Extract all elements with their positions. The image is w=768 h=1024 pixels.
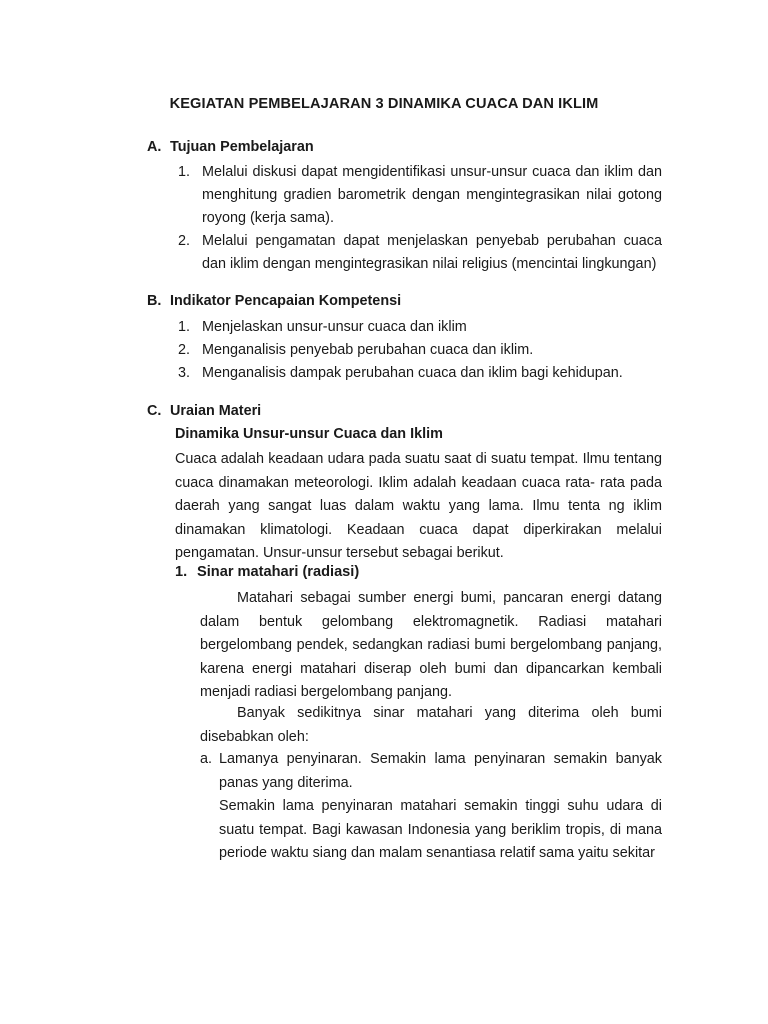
point-1-title: Sinar matahari (radiasi) <box>197 564 360 580</box>
list-item <box>178 316 662 339</box>
section-a-heading <box>147 139 314 155</box>
list-item-text: Melalui diskusi dapat mengidentifikasi unsur-unsur cuaca dan iklim dan menghitung gradien barometrik dengan mengintegrasikan nilai gotong royong (kerja sama). <box>202 164 662 226</box>
list-item-number: 3. <box>178 365 191 381</box>
point-1-heading <box>175 564 359 580</box>
list-item <box>178 339 662 362</box>
list-item <box>178 230 662 276</box>
list-item-text: Menjelaskan unsur-unsur cuaca dan iklim <box>202 319 467 335</box>
list-item-number: 2. <box>178 233 191 249</box>
list-item-number: 1. <box>178 164 191 180</box>
section-b-list <box>178 316 662 385</box>
page-title: KEGIATAN PEMBELAJARAN 3 DINAMIKA CUACA DAN IKLIM <box>169 96 599 112</box>
list-item-text: Lamanya penyinaran. Semakin lama penyinaran semakin banyak panas yang diterima. <box>219 751 662 791</box>
list-item <box>178 362 662 385</box>
point-1-sublist <box>200 748 662 866</box>
section-b-label: B. <box>147 293 162 309</box>
section-b-heading <box>147 293 401 309</box>
list-item-text: Menganalisis penyebab perubahan cuaca dan iklim. <box>202 342 534 358</box>
section-a-list <box>178 161 662 276</box>
list-item-text: Melalui pengamatan dapat menjelaskan penyebab perubahan cuaca dan iklim dengan mengintegrasikan nilai religius (mencintai lingkungan) <box>202 233 662 272</box>
section-c-label: C. <box>147 403 162 419</box>
point-1-paragraph-1: Matahari sebagai sumber energi bumi, pancaran energi datang dalam bentuk gelombang elektromagnetik. Radiasi matahari bergelombang pendek, sedangkan radiasi bumi bergelombang panjang, karena energi matahari diserap oleh bumi dan dipancarkan kembali menjadi radiasi bergelombang panjang. <box>200 590 662 700</box>
list-item-number: 1. <box>178 319 191 335</box>
section-b-title: Indikator Pencapaian Kompetensi <box>170 293 402 309</box>
section-c-heading <box>147 403 261 419</box>
section-c-title: Uraian Materi <box>170 403 262 419</box>
point-1-number: 1. <box>175 564 188 580</box>
section-a-title: Tujuan Pembelajaran <box>170 139 314 155</box>
list-item-letter: a. <box>200 751 213 767</box>
section-c-subheading: Dinamika Unsur-unsur Cuaca dan Iklim <box>175 426 443 442</box>
list-item-continuation <box>200 795 662 866</box>
section-a-label: A. <box>147 139 162 155</box>
list-item-continuation-text: Semakin lama penyinaran matahari semakin tinggi suhu udara di suatu tempat. Bagi kawasan Indonesia yang beriklim tropis, di mana periode waktu siang dan malam senantiasa relatif sama yaitu sekitar <box>219 798 662 861</box>
list-item-number: 2. <box>178 342 191 358</box>
point-1-paragraph-2: Banyak sedikitnya sinar matahari yang diterima oleh bumi disebabkan oleh: <box>200 705 662 745</box>
list-item-text: Menganalisis dampak perubahan cuaca dan iklim bagi kehidupan. <box>202 365 623 381</box>
list-item <box>178 161 662 230</box>
section-c-intro: Cuaca adalah keadaan udara pada suatu saat di suatu tempat. Ilmu tentang cuaca dinamakan meteorologi. Iklim adalah keadaan cuaca rata- rata pada daerah yang sangat luas dalam waktu yang lama. Ilmu tenta ng iklim dinamakan klimatologi. Keadaan cuaca dapat diperkirakan melalui pengamatan. Unsur-unsur tersebut sebagai berikut. <box>175 451 662 561</box>
list-item <box>200 748 662 795</box>
